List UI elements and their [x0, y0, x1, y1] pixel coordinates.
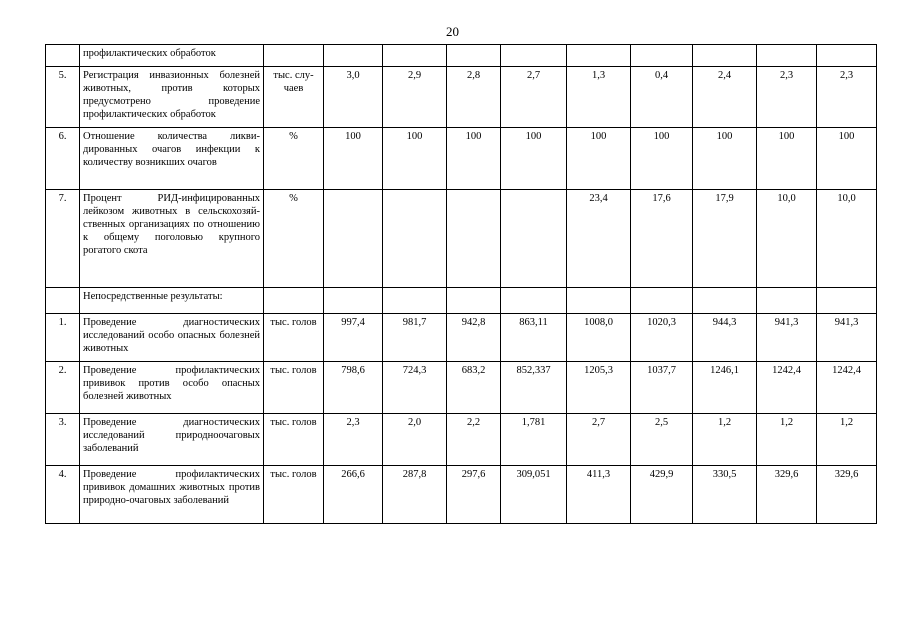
row-number: 6.	[46, 128, 80, 190]
value-cell: 1246,1	[693, 362, 757, 414]
row-number	[46, 288, 80, 314]
value-cell: 100	[501, 128, 567, 190]
value-cell	[631, 288, 693, 314]
value-cell: 981,7	[383, 314, 447, 362]
value-cell: 798,6	[324, 362, 383, 414]
value-cell: 1037,7	[631, 362, 693, 414]
row-number: 4.	[46, 466, 80, 524]
value-cell: 2,8	[447, 67, 501, 128]
results-table	[45, 44, 877, 524]
value-cell	[383, 190, 447, 288]
value-cell	[324, 45, 383, 67]
unit-cell: тыс. голов	[264, 362, 324, 414]
value-cell	[817, 45, 877, 67]
indicator-name: Проведение профилактических прививок против особо опасных болезней животных	[80, 362, 264, 414]
value-cell	[383, 288, 447, 314]
value-cell: 100	[383, 128, 447, 190]
value-cell: 941,3	[817, 314, 877, 362]
value-cell: 411,3	[567, 466, 631, 524]
value-cell: 100	[447, 128, 501, 190]
value-cell: 2,5	[631, 414, 693, 466]
value-cell: 1,3	[567, 67, 631, 128]
value-cell: 10,0	[817, 190, 877, 288]
row-number: 2.	[46, 362, 80, 414]
value-cell	[501, 45, 567, 67]
value-cell: 0,4	[631, 67, 693, 128]
indicator-name: профилактических обработок	[80, 45, 264, 67]
unit-cell: тыс. случаев	[264, 67, 324, 128]
table-row	[46, 128, 877, 190]
value-cell: 2,7	[567, 414, 631, 466]
row-number: 1.	[46, 314, 80, 362]
row-number: 7.	[46, 190, 80, 288]
indicator-name: Процент РИД-инфицированных лейкозом животных в сельскохозяйственных организациях по отношению к общему поголовью крупного рогатого скота	[80, 190, 264, 288]
value-cell: 3,0	[324, 67, 383, 128]
value-cell: 1020,3	[631, 314, 693, 362]
unit-cell	[264, 288, 324, 314]
table-row	[46, 190, 877, 288]
value-cell: 329,6	[757, 466, 817, 524]
unit-cell: %	[264, 190, 324, 288]
value-cell: 100	[324, 128, 383, 190]
value-cell	[383, 45, 447, 67]
value-cell: 429,9	[631, 466, 693, 524]
value-cell: 100	[817, 128, 877, 190]
value-cell: 863,11	[501, 314, 567, 362]
indicator-name: Проведение профилактических прививок домашних животных против природно-очаговых заболеваний	[80, 466, 264, 524]
value-cell: 1008,0	[567, 314, 631, 362]
value-cell: 266,6	[324, 466, 383, 524]
value-cell: 100	[693, 128, 757, 190]
value-cell: 941,3	[757, 314, 817, 362]
value-cell: 997,4	[324, 314, 383, 362]
unit-cell: тыс. голов	[264, 314, 324, 362]
table-row	[46, 362, 877, 414]
value-cell: 944,3	[693, 314, 757, 362]
value-cell	[757, 45, 817, 67]
value-cell: 2,9	[383, 67, 447, 128]
indicator-name: Непосредственные результаты:	[80, 288, 264, 314]
value-cell: 683,2	[447, 362, 501, 414]
value-cell	[631, 45, 693, 67]
row-number: 5.	[46, 67, 80, 128]
value-cell: 942,8	[447, 314, 501, 362]
indicator-name: Регистрация инвазионных болезней животных, против которых предусмотрено проведение профилактических обработок	[80, 67, 264, 128]
unit-cell: %	[264, 128, 324, 190]
value-cell: 287,8	[383, 466, 447, 524]
value-cell	[324, 288, 383, 314]
value-cell	[324, 190, 383, 288]
value-cell	[447, 288, 501, 314]
value-cell: 2,3	[817, 67, 877, 128]
table-row	[46, 45, 877, 67]
value-cell: 2,3	[324, 414, 383, 466]
value-cell: 2,7	[501, 67, 567, 128]
indicator-name: Проведение диагностических исследований природноочаговых заболеваний	[80, 414, 264, 466]
value-cell: 724,3	[383, 362, 447, 414]
value-cell	[501, 190, 567, 288]
value-cell	[501, 288, 567, 314]
value-cell: 17,6	[631, 190, 693, 288]
value-cell: 10,0	[757, 190, 817, 288]
value-cell: 23,4	[567, 190, 631, 288]
unit-cell: тыс. голов	[264, 466, 324, 524]
indicator-name: Отношение количества ликвидированных очагов инфекции к количеству возникших очагов	[80, 128, 264, 190]
value-cell	[757, 288, 817, 314]
value-cell: 2,2	[447, 414, 501, 466]
table-row	[46, 414, 877, 466]
page-number: 20	[446, 24, 459, 39]
value-cell: 100	[757, 128, 817, 190]
value-cell: 2,3	[757, 67, 817, 128]
value-cell: 2,4	[693, 67, 757, 128]
value-cell: 1242,4	[757, 362, 817, 414]
value-cell: 852,337	[501, 362, 567, 414]
value-cell: 2,0	[383, 414, 447, 466]
value-cell: 309,051	[501, 466, 567, 524]
value-cell	[567, 288, 631, 314]
value-cell	[817, 288, 877, 314]
value-cell: 1,2	[693, 414, 757, 466]
indicator-name: Проведение диагностических исследований особо опасных болезней животных	[80, 314, 264, 362]
value-cell: 329,6	[817, 466, 877, 524]
value-cell	[693, 45, 757, 67]
value-cell: 1,781	[501, 414, 567, 466]
value-cell	[447, 190, 501, 288]
table-row	[46, 314, 877, 362]
table-row	[46, 466, 877, 524]
row-number: 3.	[46, 414, 80, 466]
table-row	[46, 67, 877, 128]
value-cell: 330,5	[693, 466, 757, 524]
value-cell: 1205,3	[567, 362, 631, 414]
unit-cell	[264, 45, 324, 67]
value-cell: 100	[631, 128, 693, 190]
value-cell	[567, 45, 631, 67]
unit-cell: тыс. голов	[264, 414, 324, 466]
value-cell: 17,9	[693, 190, 757, 288]
value-cell	[693, 288, 757, 314]
value-cell: 1,2	[817, 414, 877, 466]
value-cell: 100	[567, 128, 631, 190]
table-row	[46, 288, 877, 314]
value-cell: 297,6	[447, 466, 501, 524]
value-cell	[447, 45, 501, 67]
value-cell: 1,2	[757, 414, 817, 466]
row-number	[46, 45, 80, 67]
value-cell: 1242,4	[817, 362, 877, 414]
